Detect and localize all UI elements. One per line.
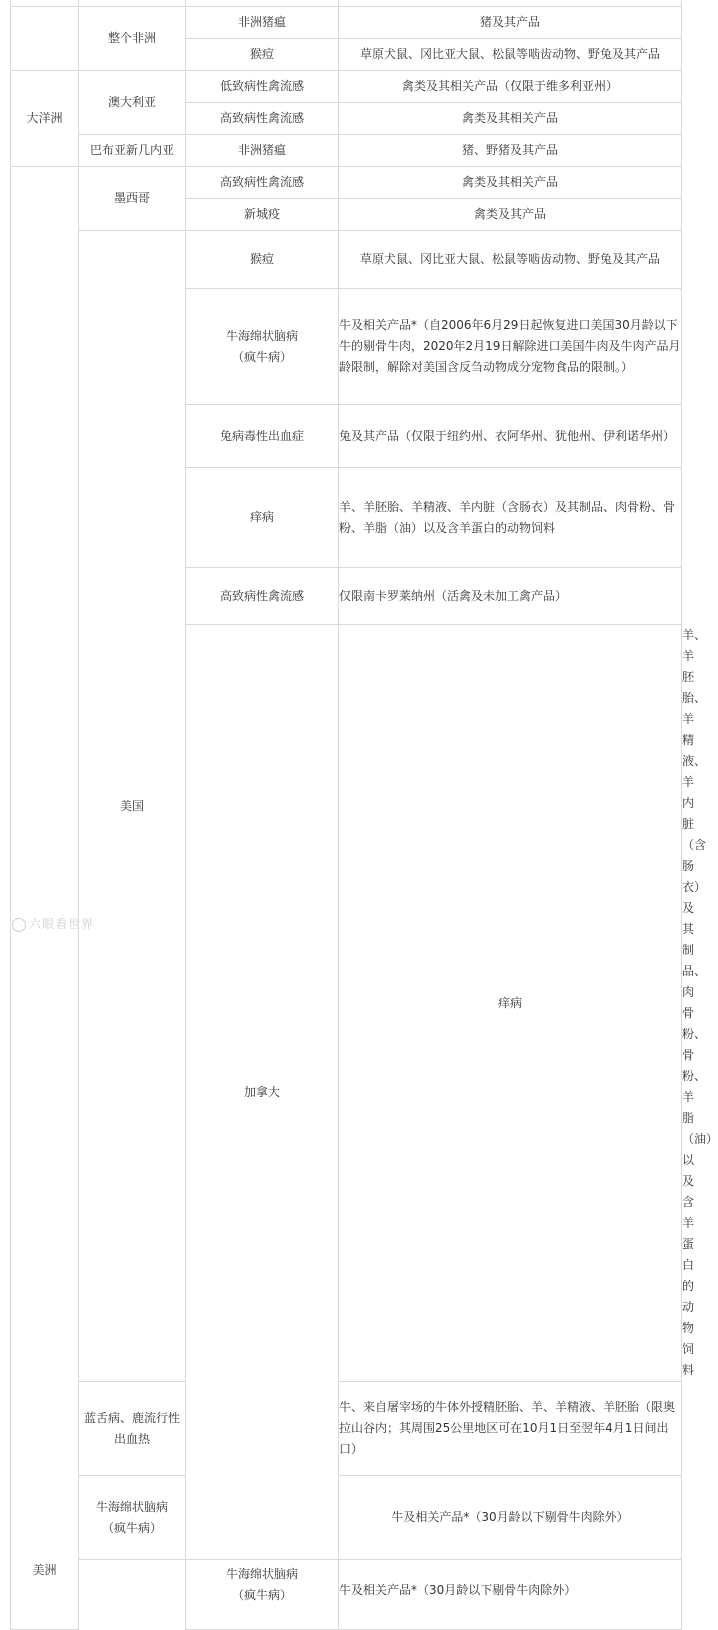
continent-name: 大洋洲 <box>26 111 63 125</box>
continent-cell <box>11 71 79 167</box>
table-row <box>11 71 682 103</box>
country-cell <box>79 7 186 71</box>
disease-cell: 蓝舌病、鹿流行性出血热 <box>79 1382 186 1476</box>
disease-cell: 高致病性禽流感 <box>186 568 339 625</box>
disease-cell: 猴痘 <box>186 231 339 289</box>
continent-cell <box>11 7 79 71</box>
disease-cell: 高致病性禽流感 <box>186 103 339 135</box>
disease-cell: 痒病 <box>339 625 682 1382</box>
disease-cell: 非洲猪瘟 <box>186 135 339 167</box>
products-cell: 仅限南卡罗莱纳州（活禽及未加工禽产品） <box>339 568 682 625</box>
disease-cell: 牛海绵状脑病 （疯牛病） <box>186 1560 339 1630</box>
disease-cell: 新城疫 <box>186 199 339 231</box>
products-cell: 牛及相关产品*（自2006年6月29日起恢复进口美国30月龄以下牛的剔骨牛肉，2020年2月19日解除进口美国牛肉及牛肉产品月龄限制，解除对美国含反刍动物成分宠物食品的限制。） <box>339 289 682 405</box>
country-name: 加拿大 <box>243 1084 280 1099</box>
country-cell <box>79 135 186 167</box>
products-cell: 牛及相关产品*（30月龄以下剔骨牛肉除外） <box>339 1476 682 1560</box>
table-row <box>11 1560 682 1630</box>
country-cell <box>79 167 186 231</box>
table-row <box>11 135 682 167</box>
table-row <box>11 231 682 289</box>
country-cell <box>79 231 186 1382</box>
products-cell: 禽类及其相关产品 <box>339 167 682 199</box>
products-cell: 牛及相关产品*（30月龄以下剔骨牛肉除外） <box>339 1560 682 1630</box>
products-cell: 禽类及其相关产品（仅限于维多利亚州） <box>339 71 682 103</box>
camera-icon <box>12 918 26 932</box>
disease-cell: 低致病性禽流感 <box>186 71 339 103</box>
products-cell: 禽类及其相关产品 <box>339 103 682 135</box>
disease-cell: 高致病性禽流感 <box>186 167 339 199</box>
products-cell: 牛、来自屠宰场的牛体外授精胚胎、羊、羊精液、羊胚胎（限奥拉山谷内；其周围25公里地区可在10月1日至翌年4月1日间出口） <box>339 1382 682 1476</box>
country-cell <box>186 625 339 1560</box>
country-name: 整个非洲 <box>107 31 156 45</box>
table-row <box>11 167 682 199</box>
disease-cell: 牛海绵状脑病 （疯牛病） <box>79 1476 186 1560</box>
products-cell: 猪及其产品 <box>339 7 682 39</box>
disease-cell: 牛海绵状脑病 （疯牛病） <box>186 289 339 405</box>
disease-cell: 痒病 <box>186 468 339 568</box>
products-cell: 禽类及其产品 <box>339 199 682 231</box>
table-row <box>11 1476 682 1560</box>
country-name: 巴布亚新几内亚 <box>89 143 174 157</box>
products-cell: 兔及其产品（仅限于纽约州、衣阿华州、犹他州、伊利诺华州） <box>339 405 682 468</box>
table-row <box>11 7 682 39</box>
continent-name: 美洲 <box>32 1563 57 1577</box>
table-row <box>11 1382 682 1476</box>
table-row: 加拿大 痒病 羊、羊胚胎、羊精液、羊内脏（含肠衣）及其制品、肉骨粉、骨粉、羊脂（油）以及含羊蛋白的动物饲料 <box>11 625 682 1382</box>
disease-restriction-table <box>10 0 718 1630</box>
country-name: 澳大利亚 <box>107 95 156 109</box>
disease-cell: 兔病毒性出血症 <box>186 405 339 468</box>
products-cell: 羊、羊胚胎、羊精液、羊内脏（含肠衣）及其制品、肉骨粉、骨粉、羊脂（油）以及含羊蛋白的动物饲料 <box>339 468 682 568</box>
country-name: 墨西哥 <box>113 191 150 205</box>
disease-cell: 猴痘 <box>186 39 339 71</box>
products-cell: 草原犬鼠、冈比亚大鼠、松鼠等啮齿动物、野兔及其产品 <box>339 231 682 289</box>
disease-cell: 非洲猪瘟 <box>186 7 339 39</box>
watermark: 六眼看世界 <box>12 915 94 932</box>
country-cell <box>79 1560 186 1630</box>
country-name: 美国 <box>119 798 144 813</box>
products-cell: 草原犬鼠、冈比亚大鼠、松鼠等啮齿动物、野兔及其产品 <box>339 39 682 71</box>
products-cell: 猪、野猪及其产品 <box>339 135 682 167</box>
country-cell <box>79 71 186 135</box>
continent-cell <box>11 167 79 1630</box>
